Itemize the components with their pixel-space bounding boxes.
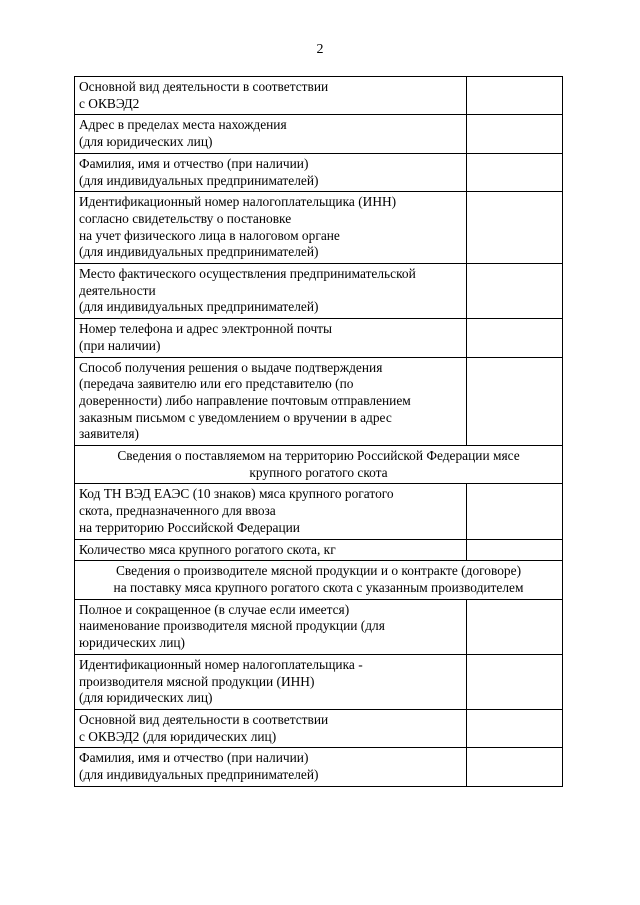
form-field-row [75,484,563,539]
field-value-cell[interactable] [467,539,563,561]
section-header-text: Сведения о производителе мясной продукции и о контракте (договоре) на поставку мяса крупного рогатого скота с указанным производителем [75,561,563,599]
field-label: Количество мяса крупного рогатого скота, кг [75,539,467,561]
field-value-cell[interactable] [467,319,563,357]
field-label: Фамилия, имя и отчество (при наличии) (для индивидуальных предпринимателей) [75,748,467,786]
field-label: Место фактического осуществления предпринимательской деятельности (для индивидуальных предпринимателей) [75,264,467,319]
field-label: Код ТН ВЭД ЕАЭС (10 знаков) мяса крупного рогатого скота, предназначенного для ввоза на территорию Российской Федерации [75,484,467,539]
field-value-cell[interactable] [467,264,563,319]
form-field-row [75,319,563,357]
field-value-cell[interactable] [467,599,563,654]
field-value-cell[interactable] [467,654,563,709]
form-field-row [75,264,563,319]
field-value-cell[interactable] [467,115,563,153]
field-label: Адрес в пределах места нахождения (для юридических лиц) [75,115,467,153]
form-field-row [75,709,563,747]
field-label: Способ получения решения о выдаче подтверждения (передача заявителю или его представителю (по доверенности) либо направление почтовым отправлением заказным письмом с уведомлением о вручении в адрес заявителя) [75,357,467,446]
field-value-cell[interactable] [467,709,563,747]
field-label: Идентификационный номер налогоплательщика - производителя мясной продукции (ИНН) (для юридических лиц) [75,654,467,709]
form-field-row [75,77,563,115]
field-value-cell[interactable] [467,357,563,446]
form-field-row [75,192,563,264]
form-field-row [75,539,563,561]
section-header-text: Сведения о поставляемом на территорию Российской Федерации мясе крупного рогатого скота [75,446,563,484]
page-number: 2 [316,42,324,57]
form-field-row [75,357,563,446]
field-label: Полное и сокращенное (в случае если имеется) наименование производителя мясной продукции (для юридических лиц) [75,599,467,654]
field-label: Идентификационный номер налогоплательщика (ИНН) согласно свидетельству о постановке на учет физического лица в налоговом органе (для индивидуальных предпринимателей) [75,192,467,264]
field-label: Фамилия, имя и отчество (при наличии) (для индивидуальных предпринимателей) [75,153,467,191]
application-form-table [74,76,563,787]
form-field-row [75,115,563,153]
form-field-row [75,748,563,786]
field-value-cell[interactable] [467,192,563,264]
field-label: Основной вид деятельности в соответствии с ОКВЭД2 [75,77,467,115]
field-value-cell[interactable] [467,748,563,786]
field-value-cell[interactable] [467,153,563,191]
field-value-cell[interactable] [467,484,563,539]
form-table-body [75,77,563,787]
form-field-row [75,599,563,654]
form-field-row [75,153,563,191]
field-label: Номер телефона и адрес электронной почты (при наличии) [75,319,467,357]
field-value-cell[interactable] [467,77,563,115]
form-field-row [75,654,563,709]
field-label: Основной вид деятельности в соответствии с ОКВЭД2 (для юридических лиц) [75,709,467,747]
section-header-row [75,561,563,599]
section-header-row [75,446,563,484]
